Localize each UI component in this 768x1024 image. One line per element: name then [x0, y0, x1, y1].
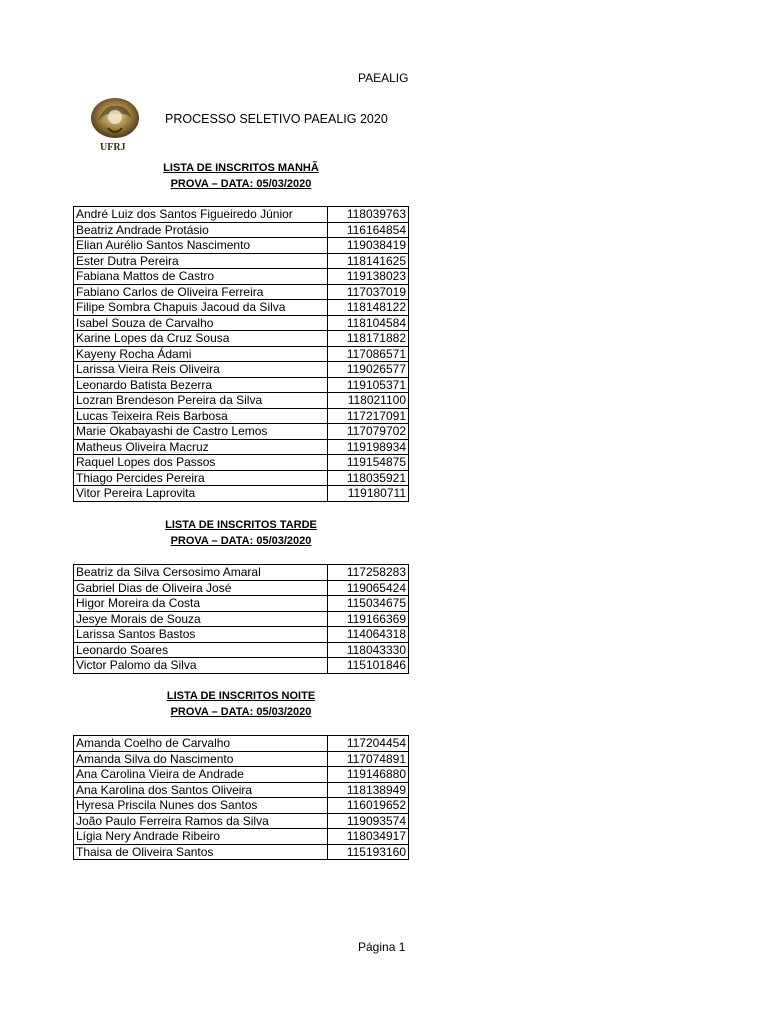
candidate-name: Filipe Sombra Chapuis Jacoud da Silva: [74, 300, 328, 316]
registration-number: 118021100: [328, 393, 409, 409]
candidate-name: Beatriz Andrade Protásio: [74, 222, 328, 238]
registration-number: 119154875: [328, 455, 409, 471]
registration-number: 118171882: [328, 331, 409, 347]
table-row: [74, 798, 409, 814]
registration-number: 119180711: [328, 486, 409, 502]
table-row: [74, 813, 409, 829]
list-table-manha: [73, 206, 409, 502]
logo-caption: UFRJ: [100, 142, 126, 153]
candidate-name: Ester Dutra Pereira: [74, 253, 328, 269]
table-row: [74, 238, 409, 254]
candidate-name: Fabiano Carlos de Oliveira Ferreira: [74, 284, 328, 300]
registration-number: 117217091: [328, 408, 409, 424]
registration-number: 117079702: [328, 424, 409, 440]
table-row: [74, 627, 409, 643]
registration-number: 115034675: [328, 596, 409, 612]
table-row: [74, 611, 409, 627]
candidate-name: Vitor Pereira Laprovita: [74, 486, 328, 502]
registration-number: 116164854: [328, 222, 409, 238]
list-table-tarde: [73, 564, 409, 674]
section-heading-manha: LISTA DE INSCRITOS MANHÃ: [163, 162, 319, 174]
registration-number: 119105371: [328, 377, 409, 393]
registration-number: 115193160: [328, 844, 409, 860]
table-row: [74, 470, 409, 486]
table-row: [74, 455, 409, 471]
page-title: PROCESSO SELETIVO PAEALIG 2020: [165, 112, 388, 126]
registration-number: 119026577: [328, 362, 409, 378]
table-row: [74, 207, 409, 223]
table-row: [74, 300, 409, 316]
table-row: [74, 408, 409, 424]
registration-number: 117037019: [328, 284, 409, 300]
registration-number: 118104584: [328, 315, 409, 331]
table-row: [74, 736, 409, 752]
candidate-name: Larissa Vieira Reis Oliveira: [74, 362, 328, 378]
table-row: [74, 315, 409, 331]
registration-number: 118034917: [328, 829, 409, 845]
table-row: [74, 751, 409, 767]
table-row: [74, 439, 409, 455]
candidate-name: Leonardo Soares: [74, 642, 328, 658]
table-row: [74, 486, 409, 502]
registration-number: 118141625: [328, 253, 409, 269]
candidate-name: Matheus Oliveira Macruz: [74, 439, 328, 455]
registration-number: 118039763: [328, 207, 409, 223]
registration-number: 117086571: [328, 346, 409, 362]
table-row: [74, 393, 409, 409]
list-table-noite: [73, 735, 409, 860]
candidate-name: Hyresa Priscila Nunes dos Santos: [74, 798, 328, 814]
candidate-name: Victor Palomo da Silva: [74, 658, 328, 674]
table-row: [74, 844, 409, 860]
candidate-name: Thiago Percides Pereira: [74, 470, 328, 486]
page-number: Página 1: [358, 940, 406, 954]
registration-number: 117074891: [328, 751, 409, 767]
table-row: [74, 269, 409, 285]
registration-number: 118035921: [328, 470, 409, 486]
candidate-name: Kayeny Rocha Ádami: [74, 346, 328, 362]
candidate-name: Lucas Teixeira Reis Barbosa: [74, 408, 328, 424]
candidate-name: Beatriz da Silva Cersosimo Amaral: [74, 565, 328, 581]
candidate-name: Lígia Nery Andrade Ribeiro: [74, 829, 328, 845]
section-subheading-tarde: PROVA – DATA: 05/03/2020: [170, 535, 312, 547]
candidate-name: Larissa Santos Bastos: [74, 627, 328, 643]
candidate-name: Lozran Brendeson Pereira da Silva: [74, 393, 328, 409]
candidate-name: Ana Carolina Vieira de Andrade: [74, 767, 328, 783]
registration-number: 118043330: [328, 642, 409, 658]
section-heading-tarde: LISTA DE INSCRITOS TARDE: [165, 519, 317, 531]
candidate-name: Elian Aurélio Santos Nascimento: [74, 238, 328, 254]
candidate-name: Fabiana Mattos de Castro: [74, 269, 328, 285]
table-row: [74, 222, 409, 238]
registration-number: 116019652: [328, 798, 409, 814]
candidate-name: Karine Lopes da Cruz Sousa: [74, 331, 328, 347]
registration-number: 119065424: [328, 580, 409, 596]
table-row: [74, 424, 409, 440]
table-row: [74, 362, 409, 378]
section-subheading-noite: PROVA – DATA: 05/03/2020: [170, 706, 312, 718]
candidate-name: Ana Karolina dos Santos Oliveira: [74, 782, 328, 798]
table-row: [74, 580, 409, 596]
candidate-name: Thaisa de Oliveira Santos: [74, 844, 328, 860]
registration-number: 119146880: [328, 767, 409, 783]
registration-number: 118138949: [328, 782, 409, 798]
registration-number: 119038419: [328, 238, 409, 254]
table-row: [74, 642, 409, 658]
header-title: PAEALIG: [358, 71, 409, 85]
table-row: [74, 767, 409, 783]
registration-number: 119198934: [328, 439, 409, 455]
candidate-name: Gabriel Dias de Oliveira José: [74, 580, 328, 596]
registration-number: 119138023: [328, 269, 409, 285]
candidate-name: Higor Moreira da Costa: [74, 596, 328, 612]
table-row: [74, 658, 409, 674]
candidate-name: Raquel Lopes dos Passos: [74, 455, 328, 471]
registration-number: 118148122: [328, 300, 409, 316]
table-row: [74, 284, 409, 300]
table-row: [74, 596, 409, 612]
table-row: [74, 346, 409, 362]
candidate-name: Amanda Silva do Nascimento: [74, 751, 328, 767]
table-row: [74, 253, 409, 269]
table-row: [74, 377, 409, 393]
candidate-name: Isabel Souza de Carvalho: [74, 315, 328, 331]
registration-number: 114064318: [328, 627, 409, 643]
candidate-name: Amanda Coelho de Carvalho: [74, 736, 328, 752]
table-row: [74, 829, 409, 845]
table-row: [74, 565, 409, 581]
registration-number: 117258283: [328, 565, 409, 581]
candidate-name: Jesye Morais de Souza: [74, 611, 328, 627]
candidate-name: João Paulo Ferreira Ramos da Silva: [74, 813, 328, 829]
table-row: [74, 782, 409, 798]
section-subheading-manha: PROVA – DATA: 05/03/2020: [170, 178, 312, 190]
candidate-name: André Luiz dos Santos Figueiredo Júnior: [74, 207, 328, 223]
candidate-name: Marie Okabayashi de Castro Lemos: [74, 424, 328, 440]
registration-number: 119166369: [328, 611, 409, 627]
registration-number: 119093574: [328, 813, 409, 829]
section-heading-noite: LISTA DE INSCRITOS NOITE: [166, 690, 316, 702]
candidate-name: Leonardo Batista Bezerra: [74, 377, 328, 393]
registration-number: 117204454: [328, 736, 409, 752]
registration-number: 115101846: [328, 658, 409, 674]
table-row: [74, 331, 409, 347]
